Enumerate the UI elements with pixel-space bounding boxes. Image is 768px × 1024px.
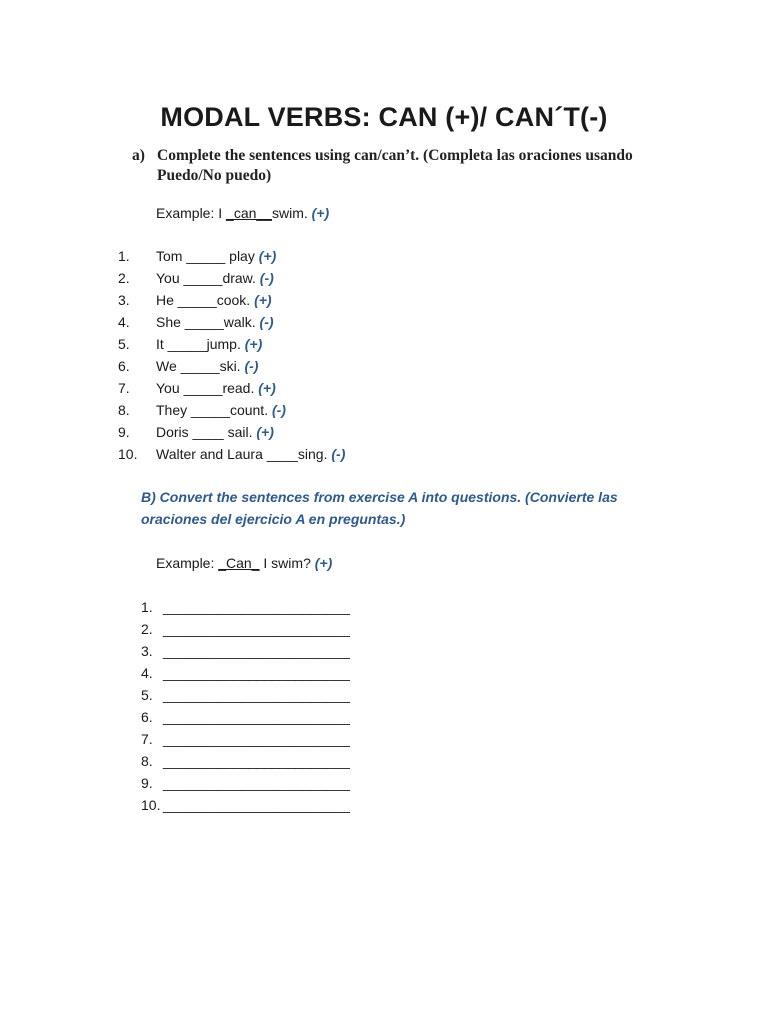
item-sign: (-) xyxy=(244,358,259,374)
item-number: 8. xyxy=(118,402,130,418)
answer-blank[interactable]: ________________________ xyxy=(163,621,350,637)
answer-blank[interactable]: ________________________ xyxy=(163,797,350,813)
section-b-example xyxy=(156,554,332,572)
item-number: 1. xyxy=(118,248,130,264)
item-sign: (-) xyxy=(259,314,274,330)
item-number: 6. xyxy=(118,358,130,374)
example-suffix: swim. xyxy=(271,205,312,221)
item-sign: (+) xyxy=(254,292,272,308)
item-sign: (-) xyxy=(271,402,286,418)
item-text: Tom _____ play xyxy=(156,248,259,264)
example-suffix: I swim? xyxy=(259,555,315,571)
item-text: It _____jump. xyxy=(156,336,245,352)
page-title: MODAL VERBS: CAN (+)/ CAN´T(-) xyxy=(160,102,608,132)
section-a-marker: a) xyxy=(132,147,145,164)
example-prefix: Example: xyxy=(156,555,219,571)
answer-blank[interactable]: ________________________ xyxy=(163,753,350,769)
list-item xyxy=(118,313,345,335)
example-sign: (+) xyxy=(314,555,333,571)
item-number: 10. xyxy=(141,797,161,813)
answer-blank[interactable]: ________________________ xyxy=(163,665,350,681)
list-item xyxy=(118,335,345,357)
item-text: Doris ____ sail. xyxy=(156,424,257,440)
item-number: 3. xyxy=(118,292,130,308)
item-sign: (+) xyxy=(244,336,263,352)
item-sign: (+) xyxy=(258,248,277,264)
list-item xyxy=(141,686,350,708)
answer-blank[interactable]: ________________________ xyxy=(163,643,350,659)
list-item xyxy=(118,269,345,291)
list-item xyxy=(141,598,350,620)
example-answer: _can__ xyxy=(226,205,272,221)
item-number: 2. xyxy=(141,621,153,637)
item-text: You _____read. xyxy=(156,380,259,396)
section-a-example xyxy=(156,204,329,222)
item-text: He _____cook. xyxy=(156,292,255,308)
item-number: 4. xyxy=(141,665,153,681)
example-sign: (+) xyxy=(311,205,330,221)
list-item xyxy=(118,401,345,423)
item-number: 1. xyxy=(141,599,153,615)
example-prefix: Example: I xyxy=(156,205,227,221)
answer-blank[interactable]: ________________________ xyxy=(163,599,350,615)
list-item xyxy=(118,247,345,269)
answer-blank[interactable]: ________________________ xyxy=(163,709,350,725)
item-number: 7. xyxy=(118,380,130,396)
list-item xyxy=(141,642,350,664)
list-item xyxy=(118,291,345,313)
section-b-list xyxy=(141,598,350,818)
section-a-instruction-text: Complete the sentences using can/can’t. (Completa las oraciones usando Puedo/No puedo) xyxy=(157,147,633,184)
item-number: 2. xyxy=(118,270,130,286)
list-item xyxy=(141,620,350,642)
list-item xyxy=(118,423,345,445)
item-number: 5. xyxy=(141,687,153,703)
item-number: 5. xyxy=(118,336,130,352)
item-number: 9. xyxy=(141,775,153,791)
example-answer: _Can_ xyxy=(218,555,260,571)
item-text: You _____draw. xyxy=(156,270,260,286)
item-number: 3. xyxy=(141,643,153,659)
item-number: 9. xyxy=(118,424,130,440)
section-b-instruction: B) Convert the sentences from exercise A into questions. (Convierte las oraciones del ejercicio A en preguntas.) xyxy=(141,489,618,527)
answer-blank[interactable]: ________________________ xyxy=(163,775,350,791)
item-text: She _____walk. xyxy=(156,314,260,330)
item-sign: (-) xyxy=(259,270,274,286)
answer-blank[interactable]: ________________________ xyxy=(163,687,350,703)
item-sign: (+) xyxy=(258,380,276,396)
item-number: 4. xyxy=(118,314,130,330)
list-item xyxy=(141,796,350,818)
answer-blank[interactable]: ________________________ xyxy=(163,731,350,747)
item-sign: (+) xyxy=(256,424,274,440)
list-item xyxy=(118,357,345,379)
item-text: They _____count. xyxy=(156,402,272,418)
list-item xyxy=(118,379,345,401)
item-number: 10. xyxy=(118,446,138,462)
item-number: 8. xyxy=(141,753,153,769)
item-number: 7. xyxy=(141,731,153,747)
list-item xyxy=(141,664,350,686)
list-item xyxy=(141,774,350,796)
item-text: Walter and Laura ____sing. xyxy=(156,446,332,462)
list-item xyxy=(141,730,350,752)
item-text: We _____ski. xyxy=(156,358,245,374)
item-number: 6. xyxy=(141,709,153,725)
item-sign: (-) xyxy=(331,446,346,462)
section-a-list xyxy=(118,247,345,467)
list-item xyxy=(141,708,350,730)
list-item xyxy=(141,752,350,774)
list-item xyxy=(118,445,345,467)
